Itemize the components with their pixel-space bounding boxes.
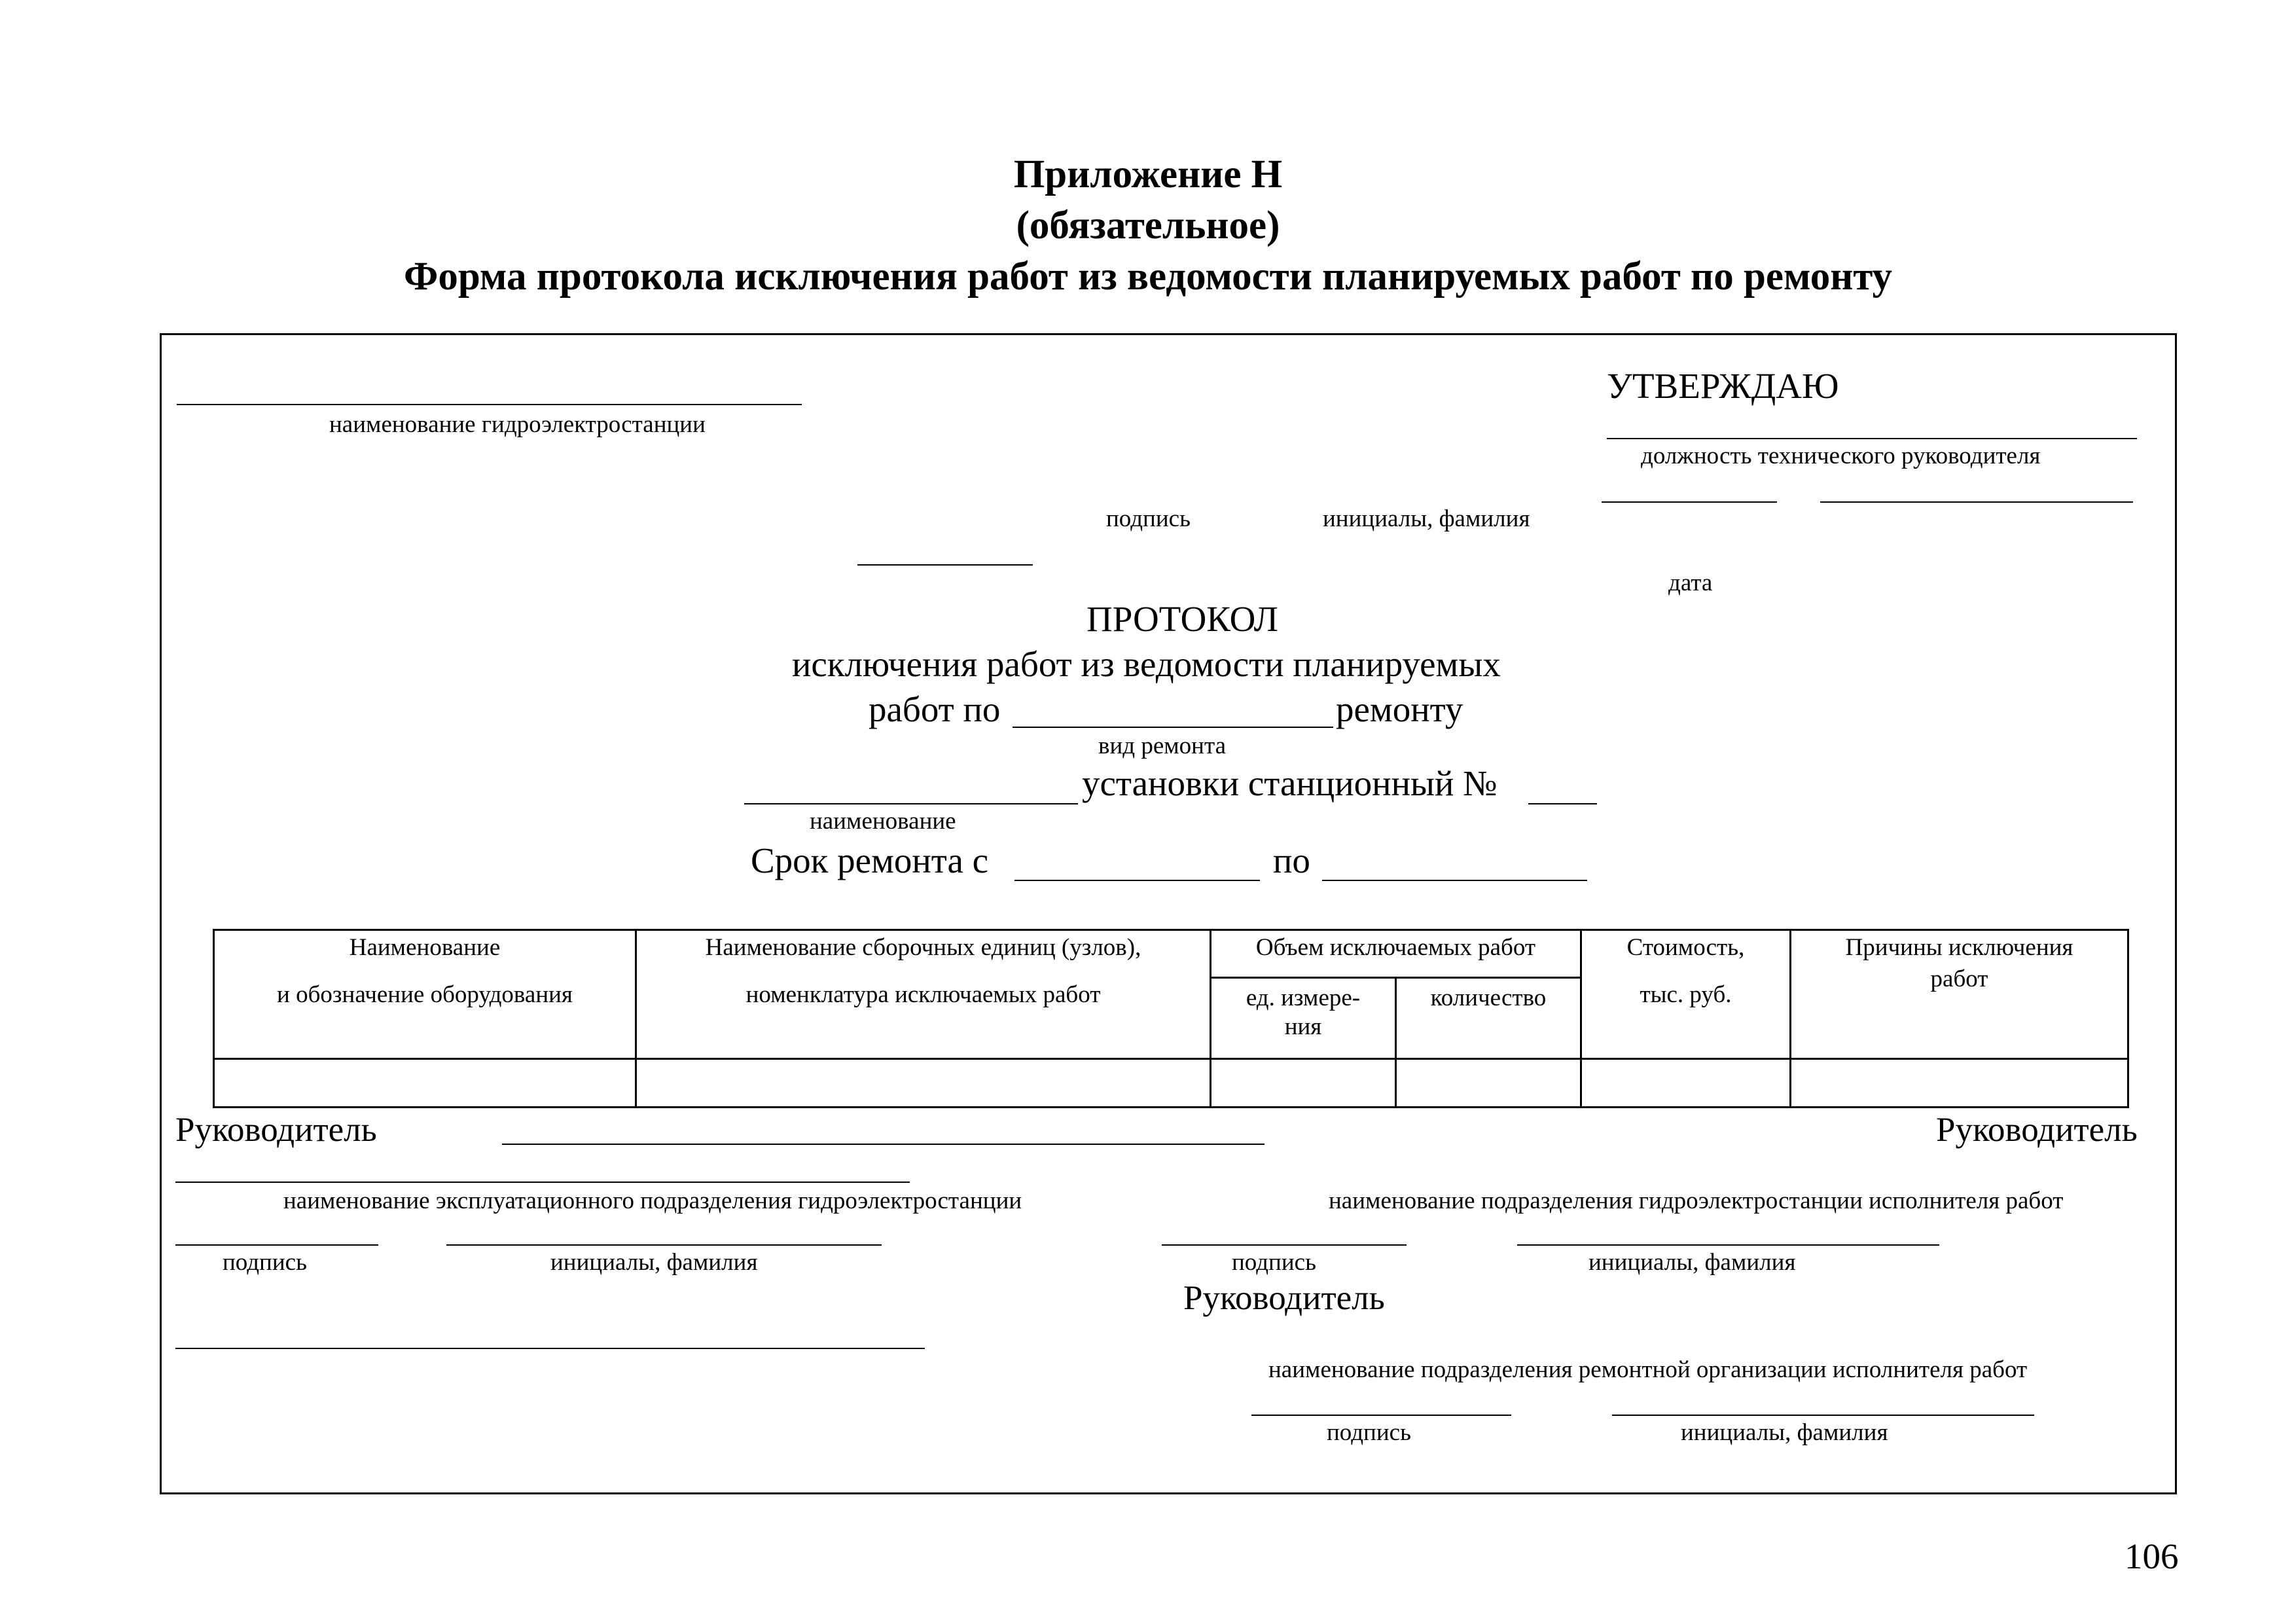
col-volume-header <box>1211 930 1581 978</box>
repair-period-to-label: по <box>1273 840 1310 880</box>
protocol-title: ПРОТОКОЛ <box>1086 599 1278 639</box>
col-cost-title: Стоимость, <box>1626 934 1745 961</box>
col-quantity-header <box>1396 978 1581 1059</box>
approver-signature-caption: подпись <box>1106 505 1191 532</box>
approver-signature-line[interactable] <box>1602 501 1777 503</box>
repair-period-from-label: Срок ремонта с <box>751 840 989 880</box>
col-equipment-header <box>214 930 636 1059</box>
executor-signature-caption: подпись <box>1232 1249 1316 1276</box>
repair-initials-line[interactable] <box>1612 1415 2034 1416</box>
unit-number-line[interactable] <box>1528 803 1597 804</box>
col-quantity-title: количество <box>1430 984 1547 1011</box>
approver-initials-caption: инициалы, фамилия <box>1323 505 1530 532</box>
unit-name-line[interactable] <box>744 803 1078 804</box>
protocol-works-for: работ по <box>869 689 1001 729</box>
col-unit-subtitle: ния <box>1284 1013 1322 1040</box>
protocol-repair: ремонту <box>1336 689 1463 729</box>
approver-initials-line[interactable] <box>1820 501 2133 503</box>
ops-signature-line[interactable] <box>175 1244 378 1246</box>
approve-label: УТВЕРЖДАЮ <box>1607 366 1839 406</box>
head-repair-label: Руководитель <box>1183 1279 1385 1317</box>
station-name-line[interactable] <box>177 404 802 405</box>
unit-label: установки станционный № <box>1082 763 1498 803</box>
repair-end-line[interactable] <box>1322 880 1587 881</box>
cell-quantity[interactable] <box>1396 1059 1581 1108</box>
cell-cost[interactable] <box>1581 1059 1791 1108</box>
head-ops-line-2[interactable] <box>175 1182 910 1183</box>
repair-type-line[interactable] <box>1013 727 1333 728</box>
repair-signature-line[interactable] <box>1251 1415 1511 1416</box>
col-equipment-subtitle: и обозначение оборудования <box>277 981 573 1008</box>
executor-initials-caption: инициалы, фамилия <box>1588 1249 1796 1276</box>
cell-assembly[interactable] <box>636 1059 1211 1108</box>
repair-start-line[interactable] <box>1014 880 1260 881</box>
ops-initials-caption: инициалы, фамилия <box>550 1249 758 1276</box>
executor-signature-line[interactable] <box>1162 1244 1407 1246</box>
station-name-caption: наименование гидроэлектростанции <box>329 411 706 438</box>
executor-unit-caption: наименование подразделения гидроэлектростанции исполнителя работ <box>1329 1187 2064 1214</box>
col-volume-title: Объем исключаемых работ <box>1255 934 1536 961</box>
ops-signature-caption: подпись <box>223 1249 307 1276</box>
unit-name-caption: наименование <box>810 808 956 835</box>
excluded-works-table <box>213 929 2129 1108</box>
col-assembly-subtitle: номенклатура исключаемых работ <box>745 981 1101 1008</box>
page-number: 106 <box>2125 1536 2179 1576</box>
col-reasons-header <box>1791 930 2128 1059</box>
repair-unit-caption: наименование подразделения ремонтной организации исполнителя работ <box>1268 1356 2028 1383</box>
executor-initials-line[interactable] <box>1517 1244 1939 1246</box>
form-title: Форма протокола исключения работ из ведомости планируемых работ по ремонту <box>403 255 1893 298</box>
ops-initials-line[interactable] <box>446 1244 882 1246</box>
cell-equipment[interactable] <box>214 1059 636 1108</box>
col-assembly-header <box>636 930 1211 1059</box>
appendix-title: Приложение Н <box>1013 153 1283 196</box>
col-reasons-subtitle: работ <box>1930 965 1988 992</box>
date-line[interactable] <box>857 564 1033 566</box>
col-equipment-title: Наименование <box>349 934 501 961</box>
table-row <box>214 1059 2128 1108</box>
col-reasons-title: Причины исключения <box>1845 934 2073 961</box>
head-ops-label: Руководитель <box>175 1111 377 1149</box>
col-unit-title: ед. измере- <box>1246 984 1361 1011</box>
position-line[interactable] <box>1607 438 2137 439</box>
repair-head-line[interactable] <box>175 1348 925 1349</box>
position-caption: должность технического руководителя <box>1641 442 2041 469</box>
head-ops-line-1[interactable] <box>502 1144 1265 1145</box>
head-executor-label: Руководитель <box>1936 1111 2138 1149</box>
ops-unit-caption: наименование эксплуатационного подразделения гидроэлектростанции <box>283 1187 1022 1214</box>
col-unit-header <box>1211 978 1396 1059</box>
date-caption: дата <box>1668 569 1713 596</box>
cell-unit[interactable] <box>1211 1059 1396 1108</box>
repair-signature-caption: подпись <box>1327 1419 1411 1446</box>
col-assembly-title: Наименование сборочных единиц (узлов), <box>705 934 1141 961</box>
cell-reasons[interactable] <box>1791 1059 2128 1108</box>
col-cost-subtitle: тыс. руб. <box>1640 981 1732 1008</box>
protocol-line-1: исключения работ из ведомости планируемых <box>792 644 1501 684</box>
repair-type-caption: вид ремонта <box>1098 732 1227 759</box>
col-cost-header <box>1581 930 1791 1059</box>
appendix-note: (обязательное) <box>1016 204 1280 247</box>
repair-initials-caption: инициалы, фамилия <box>1681 1419 1888 1446</box>
